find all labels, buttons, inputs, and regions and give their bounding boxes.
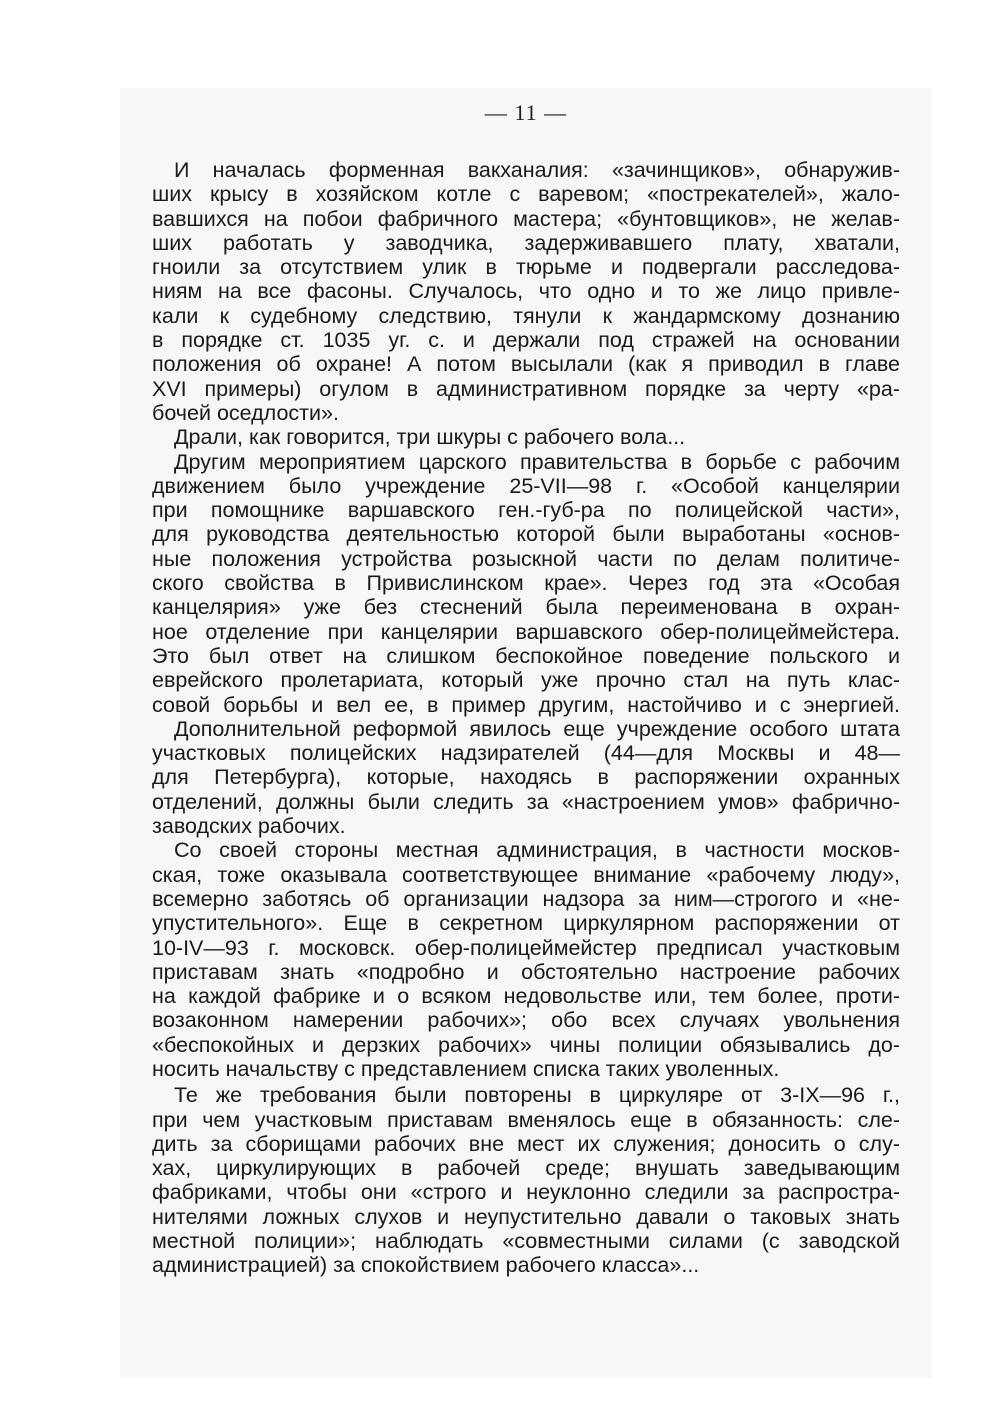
text-line: совой борьбы и вел ее, в пример другим, настойчиво и с энергией. bbox=[152, 692, 900, 717]
body-text bbox=[152, 158, 900, 1278]
paragraph bbox=[152, 717, 900, 838]
text-line: всемерно заботясь об организации надзора за ним—строгого и «не- bbox=[152, 886, 900, 911]
text-line: на каждой фабрике и о всяком недовольстве или, тем более, проти- bbox=[152, 984, 900, 1009]
text-line: ших работать у заводчика, задерживавшего плату, хватали, bbox=[152, 230, 900, 255]
text-line: XVI примеры) огулом в административном порядке за черту «ра- bbox=[152, 376, 900, 401]
text-line: И началась форменная вакханалия: «зачинщиков», обнаружив- bbox=[174, 158, 900, 182]
text-line: при чем участковым приставам вменялось еще в обязанность: сле- bbox=[152, 1107, 900, 1132]
text-line: ская, тоже оказывала соответствующее внимание «рабочему люду», bbox=[152, 862, 900, 887]
text-line: в порядке ст. 1035 уг. с. и держали под стражей на основании bbox=[152, 328, 900, 353]
paragraph bbox=[152, 450, 900, 717]
text-line: гноили за отсутствием улик в тюрьме и подвергали расследова- bbox=[152, 255, 900, 280]
text-line: Другим мероприятием царского правительства в борьбе с рабочим bbox=[174, 449, 900, 474]
paragraph bbox=[152, 838, 900, 1081]
text-line: отделений, должны были следить за «настроением умов» фабрично- bbox=[152, 789, 900, 814]
text-line: ные положения устройства розыскной части по делам политиче- bbox=[152, 546, 900, 571]
text-line: ное отделение при канцелярии варшавского обер-полицеймейстера. bbox=[152, 619, 900, 644]
text-line: участковых полицейских надзирателей (44—для Москвы и 48— bbox=[152, 741, 900, 766]
text-line: Те же требования были повторены в циркуляре от 3-IX—96 г., bbox=[174, 1083, 900, 1108]
text-line: «беспокойных и дерзких рабочих» чины полиции обязывались до- bbox=[152, 1032, 900, 1057]
text-line: нителями ложных слухов и неупустительно давали о таковых знать bbox=[152, 1204, 900, 1229]
text-line: дить за сборищами рабочих вне мест их служения; доносить о слу- bbox=[152, 1131, 900, 1156]
text-line: кали к судебному следствию, тянули к жандармскому дознанию bbox=[152, 303, 900, 328]
text-line: при помощнике варшавского ген.-губ-ра по полицейской части», bbox=[152, 498, 900, 523]
text-line: приставам знать «подробно и обстоятельно настроение рабочих bbox=[152, 959, 900, 984]
paragraph bbox=[152, 158, 900, 425]
text-line: Драли, как говорится, три шкуры с рабочего вола... bbox=[174, 425, 686, 450]
text-line: канцелярия» уже без стеснений была переименована в охран- bbox=[152, 595, 900, 620]
text-line: фабриками, чтобы они «строго и неуклонно следили за распростра- bbox=[152, 1180, 900, 1205]
text-line: бочей оседлости». bbox=[152, 400, 339, 425]
text-line: ского свойства в Привислинском крае». Через год эта «Особая bbox=[152, 571, 900, 596]
text-line: Это был ответ на слишком беспокойное поведение польского и bbox=[152, 643, 900, 668]
text-line: местной полиции»; наблюдать «совместными силами (с заводской bbox=[152, 1229, 900, 1254]
paragraph bbox=[152, 1083, 900, 1277]
text-line: хах, циркулирующих в рабочей среде; внушать заведывающим bbox=[152, 1156, 900, 1181]
text-line: для руководства деятельностью которой были выработаны «основ- bbox=[152, 522, 900, 547]
text-line: ниям на все фасоны. Случалось, что одно и то же лицо привле- bbox=[152, 279, 900, 304]
text-line: возаконном намерении рабочих»; обо всех случаях увольнения bbox=[152, 1008, 900, 1033]
book-page bbox=[120, 88, 932, 1378]
text-line: заводских рабочих. bbox=[152, 814, 346, 839]
page-number: — 11 — bbox=[484, 100, 568, 125]
text-line: движением было учреждение 25-VII—98 г. «Особой канцелярии bbox=[152, 473, 900, 498]
text-line: вавшихся на побои фабричного мастера; «бунтовщиков», не желав- bbox=[152, 206, 900, 231]
text-line: 10-IV—93 г. московск. обер-полицеймейстер предписал участковым bbox=[152, 935, 900, 960]
text-line: Со своей стороны местная администрация, в частности москов- bbox=[174, 838, 900, 863]
text-line: положения об охране! А потом высылали (как я приводил в главе bbox=[152, 352, 900, 377]
text-line: носить начальству с представлением списка таких уволенных. bbox=[152, 1056, 780, 1081]
text-line: Дополнительной реформой явилось еще учреждение особого штата bbox=[174, 716, 900, 741]
paragraph bbox=[152, 425, 900, 449]
text-line: упустительного». Еще в секретном циркулярном распоряжении от bbox=[152, 911, 900, 936]
text-line: для Петербурга), которые, находясь в распоряжении охранных bbox=[152, 765, 900, 790]
text-line: ших крысу в хозяйском котле с варевом; «пострекателей», жало- bbox=[152, 182, 900, 207]
text-line: еврейского пролетариата, который уже прочно стал на путь клас- bbox=[152, 668, 900, 693]
text-line: администрацией) за спокойствием рабочего класса»... bbox=[152, 1253, 700, 1278]
